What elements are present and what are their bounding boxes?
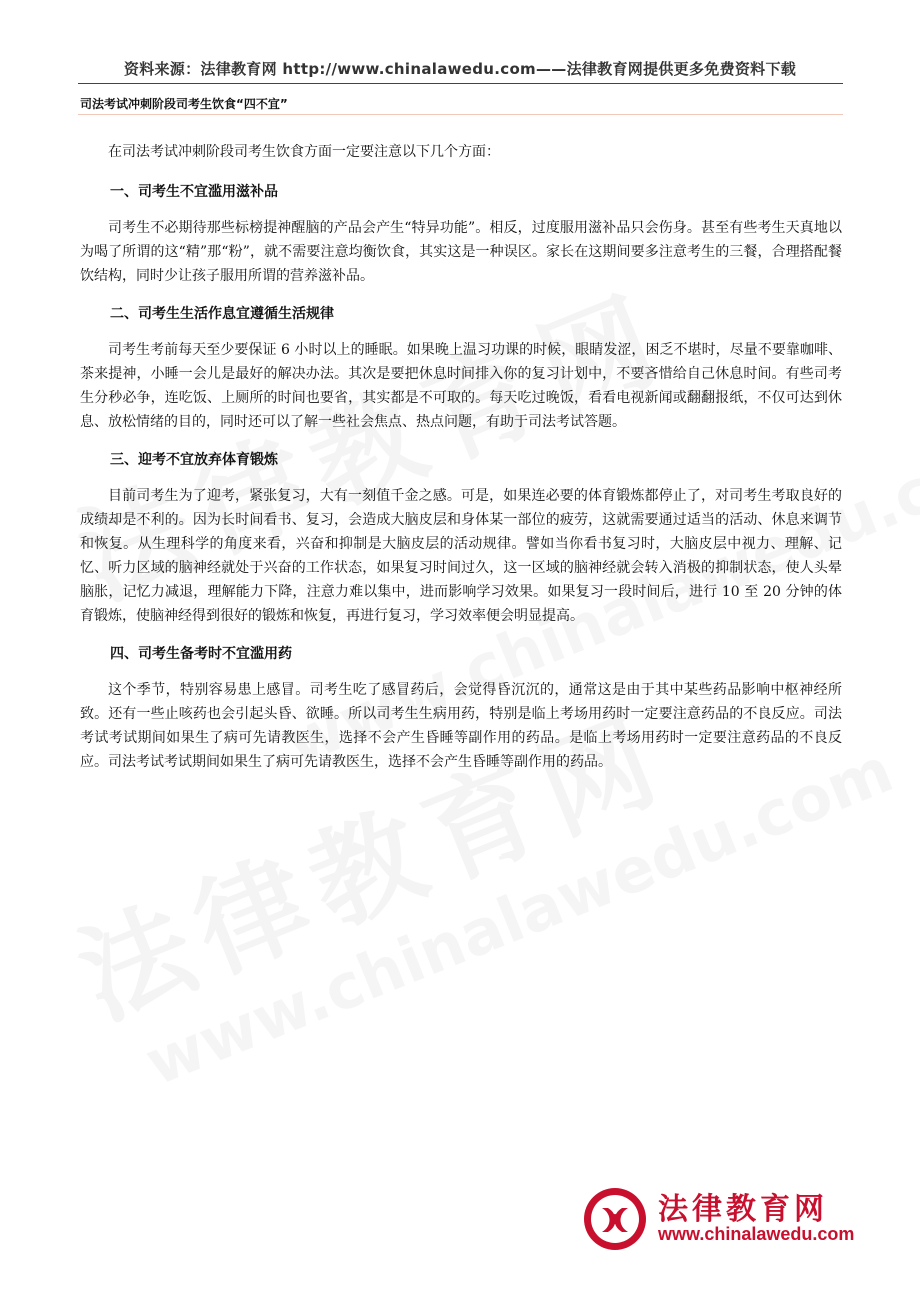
document-body	[80, 140, 842, 788]
header-source: 资料来源：法律教育网 http://www.chinalawedu.com——法律教育网提供更多免费资料下载	[123, 60, 797, 78]
section-body-2: 司考生考前每天至少要保证 6 小时以上的睡眠。如果晚上温习功课的时候，眼睛发涩，困乏不堪时，尽量不要靠咖啡、茶来提神，小睡一会儿是最好的解决办法。其次是要把休息时间排入你的复习计划中，不要吝惜给自己休息时间。有些司考生分秒必争，连吃饭、上厕所的时间也要省，其实都是不可取的。每天吃过晚饭，看看电视新闻或翻翻报纸，不仅可达到休息、放松情绪的目的，同时还可以了解一些社会焦点、热点问题，有助于司法考试答题。	[80, 342, 842, 430]
logo-text-cn: 法律教育网	[658, 1192, 828, 1227]
section-body-3: 目前司考生为了迎考，紧张复习，大有一刻值千金之感。可是，如果连必要的体育锻炼都停止了，对司考生考取良好的成绩却是不利的。因为长时间看书、复习，会造成大脑皮层和身体某一部位的疲劳，这就需要通过适当的活动、休息来调节和恢复。从生理科学的角度来看，兴奋和抑制是大脑皮层的活动规律。譬如当你看书复习时，大脑皮层中视力、理解、记忆、听力区域的脑神经就处于兴奋的工作状态，如果复习时间过久，这一区域的脑神经就会转入消极的抑制状态，使人头晕脑胀，记忆力减退，理解能力下降，注意力难以集中，进而影响学习效果。如果复习一段时间后，进行 10 至 20 分钟的体育锻炼，使脑神经得到很好的锻炼和恢复，再进行复习，学习效率便会明显提高。	[80, 488, 842, 624]
intro-paragraph: 在司法考试冲刺阶段司考生饮食方面一定要注意以下几个方面：	[108, 144, 500, 160]
logo-mark-icon	[582, 1186, 648, 1252]
section-heading-2: 二、司考生生活作息宜遵循生活规律	[110, 306, 334, 322]
section-heading-4: 四、司考生备考时不宜滥用药	[110, 646, 292, 662]
title-divider	[78, 114, 843, 115]
brand-logo	[582, 1182, 855, 1262]
header-divider	[78, 83, 843, 84]
section-heading-3: 三、迎考不宜放弃体育锻炼	[110, 452, 278, 468]
section-body-4: 这个季节，特别容易患上感冒。司考生吃了感冒药后，会觉得昏沉沉的，通常这是由于其中某些药品影响中枢神经所致。还有一些止咳药也会引起头昏、欲睡。所以司考生生病用药，特别是临上考场用药时一定要注意药品的不良反应。司法考试考试期间如果生了病可先请教医生，选择不会产生昏睡等副作用的药品。是临上考场用药时一定要注意药品的不良反应。司法考试考试期间如果生了病可先请教医生，选择不会产生昏睡等副作用的药品。	[80, 682, 842, 770]
watermark-en-2	[135, 733, 902, 1100]
logo-text-en: www.chinalawedu.com	[658, 1224, 855, 1244]
section-body-1: 司考生不必期待那些标榜提神醒脑的产品会产生“特异功能”。相反，过度服用滋补品只会伤身。甚至有些考生天真地以为喝了所谓的这“精”那“粉”，就不需要注意均衡饮食，其实这是一种误区。家长在这期间要多注意考生的三餐，合理搭配餐饮结构，同时少让孩子服用所谓的营养滋补品。	[80, 220, 842, 284]
section-heading-1: 一、司考生不宜滥用滋补品	[110, 184, 278, 200]
document-title: 司法考试冲刺阶段司考生饮食“四不宜”	[80, 97, 288, 111]
